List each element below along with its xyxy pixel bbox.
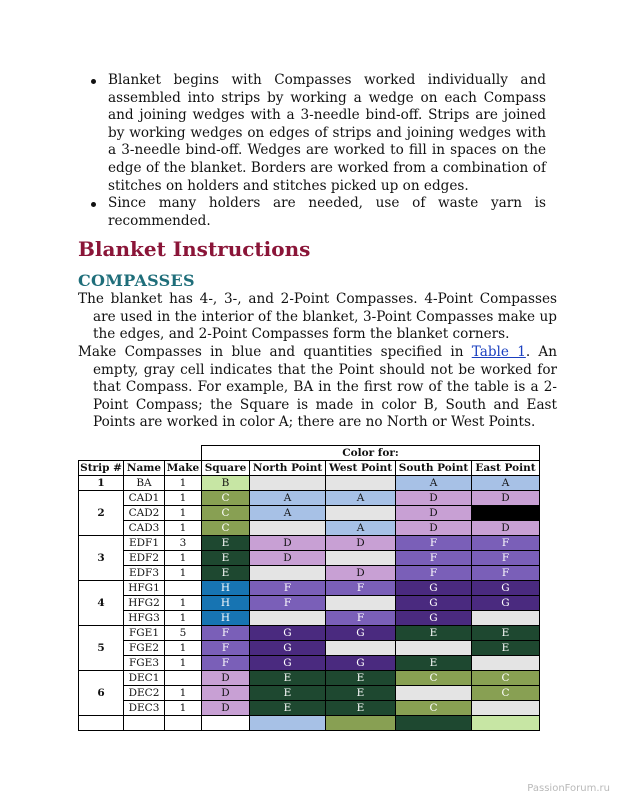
color-cell: D xyxy=(202,686,250,701)
table-row xyxy=(79,611,540,626)
color-cell: F xyxy=(472,566,540,581)
compass-name-cell: FGE1 xyxy=(124,626,165,641)
compass-name-cell: HFG2 xyxy=(124,596,165,611)
strip-number-cell: 6 xyxy=(79,671,124,716)
color-cell: F xyxy=(326,581,396,596)
color-cell: G xyxy=(472,581,540,596)
color-cell xyxy=(472,656,540,671)
table-row xyxy=(79,536,540,551)
color-cell: E xyxy=(202,551,250,566)
color-cell: H xyxy=(202,611,250,626)
column-header: Square xyxy=(202,461,250,476)
color-cell xyxy=(326,551,396,566)
color-cell: C xyxy=(472,686,540,701)
table-corner xyxy=(79,446,202,461)
color-cell xyxy=(326,596,396,611)
compass-name-cell: FGE3 xyxy=(124,656,165,671)
color-cell: D xyxy=(472,521,540,536)
color-cell xyxy=(250,716,326,731)
compass-name-cell: DEC2 xyxy=(124,686,165,701)
strip-number-cell: 3 xyxy=(79,536,124,581)
color-cell: E xyxy=(326,686,396,701)
color-cell: C xyxy=(396,671,472,686)
table-row xyxy=(79,626,540,641)
color-cell: D xyxy=(326,536,396,551)
color-cell: F xyxy=(202,656,250,671)
table-row xyxy=(79,521,540,536)
bullet-dot-icon xyxy=(91,79,96,84)
color-cell: E xyxy=(202,536,250,551)
color-cell: F xyxy=(396,551,472,566)
color-cell: D xyxy=(250,551,326,566)
table-header-row xyxy=(79,461,540,476)
bullet-text: Blanket begins with Compasses worked individually and assembled into strips by working a wedge on each Compass and joining wedges with a 3-needle bind-off. Strips are joined by working wedges on edges of strips and joining wedges with a 3-needle bind-off. Wedges are worked to fill in spaces on the edge of the blanket. Borders are worked from a combination of stitches on holders and stitches picked up on edges. xyxy=(108,72,546,194)
color-cell: A xyxy=(326,491,396,506)
make-count-cell: 1 xyxy=(165,686,202,701)
table-row xyxy=(79,671,540,686)
color-cell: D xyxy=(202,701,250,716)
make-count-cell: 5 xyxy=(165,626,202,641)
bullet-dot-icon xyxy=(91,202,96,207)
strip-number-cell: 5 xyxy=(79,626,124,671)
color-cell: E xyxy=(326,671,396,686)
color-cell: G xyxy=(396,596,472,611)
color-cell xyxy=(472,611,540,626)
color-cell: E xyxy=(250,671,326,686)
column-header: Strip # xyxy=(80,462,122,474)
table-row xyxy=(79,491,540,506)
strip-number-cell: 1 xyxy=(79,476,124,491)
bullet-text: Since many holders are needed, use of waste yarn is recommended. xyxy=(108,195,546,229)
color-for-header: Color for: xyxy=(202,446,540,461)
color-cell: G xyxy=(250,626,326,641)
color-cell xyxy=(472,506,540,521)
color-cell: C xyxy=(202,491,250,506)
color-cell: E xyxy=(472,641,540,656)
column-header: East Point xyxy=(472,461,540,476)
table-row xyxy=(79,506,540,521)
color-cell: D xyxy=(250,536,326,551)
compass-name-cell: DEC1 xyxy=(124,671,165,686)
column-header: West Point xyxy=(326,461,396,476)
color-cell: A xyxy=(326,521,396,536)
compass-color-table xyxy=(78,445,540,731)
color-cell: C xyxy=(472,671,540,686)
color-cell xyxy=(250,566,326,581)
compass-name-cell: HFG1 xyxy=(124,581,165,596)
color-cell: D xyxy=(202,671,250,686)
strip-number-cell: 4 xyxy=(79,581,124,626)
color-cell: G xyxy=(396,581,472,596)
color-cell: D xyxy=(396,491,472,506)
color-cell: D xyxy=(326,566,396,581)
make-count-cell: 1 xyxy=(165,611,202,626)
compass-name-cell: FGE2 xyxy=(124,641,165,656)
column-header: Make xyxy=(165,461,202,476)
make-count-cell: 1 xyxy=(165,566,202,581)
color-cell: A xyxy=(250,506,326,521)
color-cell: G xyxy=(472,596,540,611)
table-row xyxy=(79,701,540,716)
color-cell xyxy=(396,641,472,656)
color-cell: F xyxy=(326,611,396,626)
color-cell: A xyxy=(396,476,472,491)
color-cell: F xyxy=(396,566,472,581)
color-cell: G xyxy=(326,656,396,671)
table-row xyxy=(79,641,540,656)
color-cell: E xyxy=(250,701,326,716)
color-cell: E xyxy=(396,626,472,641)
color-cell xyxy=(250,476,326,491)
make-count-cell: 1 xyxy=(165,656,202,671)
color-cell: G xyxy=(250,641,326,656)
paragraph-text: . An empty, gray cell indicates that the Point should not be worked for that Compass. For example, BA in the first row of the table is a 2-Point Compass; the Square is made in color B, South and East Points are worked in color A; there are no North or West Points. xyxy=(93,344,557,431)
watermark: PassionForum.ru xyxy=(527,783,610,794)
color-cell: E xyxy=(396,656,472,671)
color-cell: G xyxy=(250,656,326,671)
color-cell xyxy=(326,476,396,491)
color-cell: D xyxy=(396,521,472,536)
color-cell: B xyxy=(202,476,250,491)
make-count-cell xyxy=(165,581,202,596)
color-cell xyxy=(326,641,396,656)
color-cell: E xyxy=(202,566,250,581)
intro-paragraph: The blanket has 4-, 3-, and 2-Point Compasses. 4-Point Compasses are used in the interior of the blanket, 3-Point Compasses make up the edges, and 2-Point Compasses form the blanket corners. xyxy=(78,291,557,343)
color-cell: F xyxy=(202,641,250,656)
column-header: South Point xyxy=(396,461,472,476)
compass-name-cell: HFG3 xyxy=(124,611,165,626)
table-1-link[interactable]: Table 1 xyxy=(471,344,526,360)
make-count-cell: 1 xyxy=(165,596,202,611)
section-title: Blanket Instructions xyxy=(78,237,311,261)
color-cell xyxy=(396,686,472,701)
table-row xyxy=(79,581,540,596)
make-count-cell: 3 xyxy=(165,536,202,551)
make-count-cell: 1 xyxy=(165,491,202,506)
make-count-cell xyxy=(165,671,202,686)
instructions-paragraph xyxy=(78,344,557,432)
color-cell: C xyxy=(202,521,250,536)
color-cell: D xyxy=(472,491,540,506)
strip-number-cell: 2 xyxy=(79,491,124,536)
color-cell xyxy=(202,716,250,731)
bullet-list xyxy=(108,72,546,230)
color-cell: F xyxy=(250,596,326,611)
color-cell xyxy=(165,716,202,731)
color-cell: G xyxy=(326,626,396,641)
color-cell xyxy=(250,521,326,536)
color-cell xyxy=(79,716,124,731)
make-count-cell: 1 xyxy=(165,521,202,536)
compass-name-cell: EDF1 xyxy=(124,536,165,551)
color-cell: E xyxy=(472,626,540,641)
table-row xyxy=(79,476,540,491)
color-cell: H xyxy=(202,596,250,611)
make-count-cell: 1 xyxy=(165,506,202,521)
color-cell: F xyxy=(250,581,326,596)
compass-name-cell: BA xyxy=(124,476,165,491)
table-row xyxy=(79,596,540,611)
table-row xyxy=(79,551,540,566)
table-row xyxy=(79,686,540,701)
color-cell: C xyxy=(202,506,250,521)
compass-name-cell: DEC3 xyxy=(124,701,165,716)
color-cell xyxy=(326,506,396,521)
table-row-cutoff xyxy=(79,716,540,731)
color-cell: E xyxy=(250,686,326,701)
color-cell xyxy=(396,716,472,731)
color-cell: D xyxy=(396,506,472,521)
color-cell xyxy=(326,716,396,731)
color-cell xyxy=(124,716,165,731)
color-cell: C xyxy=(396,701,472,716)
make-count-cell: 1 xyxy=(165,476,202,491)
make-count-cell: 1 xyxy=(165,701,202,716)
column-header: North Point xyxy=(250,461,326,476)
table-row xyxy=(79,656,540,671)
compass-name-cell: EDF3 xyxy=(124,566,165,581)
subsection-title: COMPASSES xyxy=(78,271,195,290)
color-cell: F xyxy=(472,551,540,566)
color-cell: F xyxy=(396,536,472,551)
color-cell xyxy=(472,716,540,731)
color-cell xyxy=(250,611,326,626)
column-header: Name xyxy=(124,461,165,476)
make-count-cell: 1 xyxy=(165,641,202,656)
color-cell: A xyxy=(472,476,540,491)
color-cell: E xyxy=(326,701,396,716)
paragraph-text: Make Compasses in blue and quantities specified in xyxy=(78,344,472,360)
color-cell xyxy=(472,701,540,716)
bullet-item xyxy=(108,195,546,230)
color-cell: F xyxy=(202,626,250,641)
color-cell: F xyxy=(472,536,540,551)
compass-name-cell: CAD3 xyxy=(124,521,165,536)
compass-name-cell: CAD2 xyxy=(124,506,165,521)
table-row xyxy=(79,566,540,581)
color-cell: G xyxy=(396,611,472,626)
color-cell: A xyxy=(250,491,326,506)
color-cell: H xyxy=(202,581,250,596)
bullet-item xyxy=(108,72,546,195)
compass-name-cell: EDF2 xyxy=(124,551,165,566)
make-count-cell: 1 xyxy=(165,551,202,566)
compass-name-cell: CAD1 xyxy=(124,491,165,506)
